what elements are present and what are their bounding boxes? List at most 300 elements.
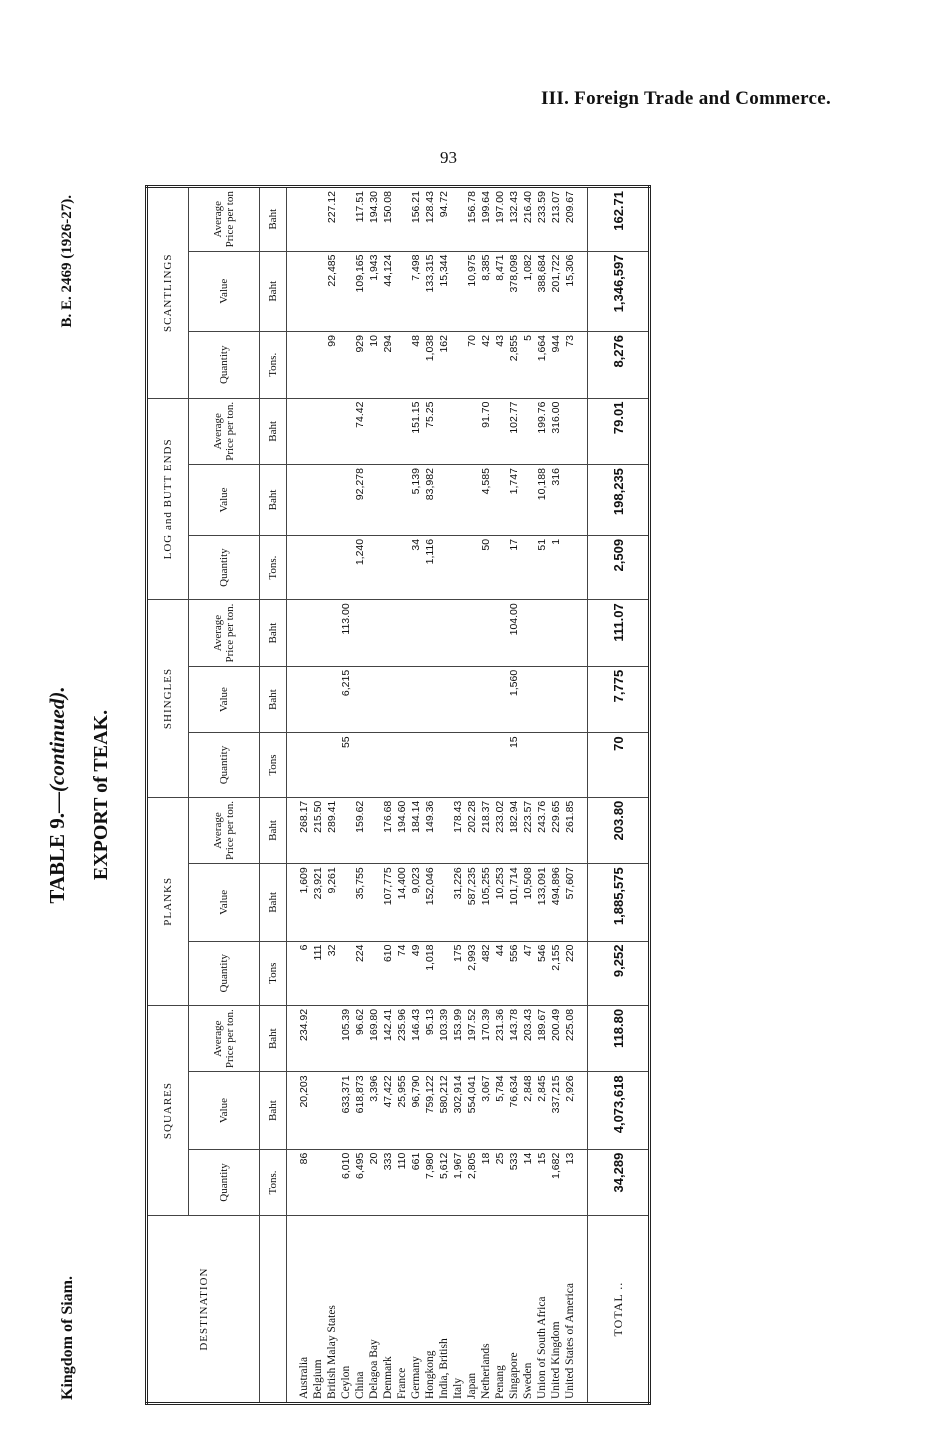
- value-cell: [479, 666, 493, 733]
- value-cell: [521, 535, 535, 599]
- value-cell: 109,165: [353, 251, 367, 331]
- destination-cell: Hongkong: [423, 1216, 437, 1404]
- value-cell: [311, 600, 325, 667]
- value-cell: 759,122: [423, 1072, 437, 1149]
- unit-header: Tons: [260, 733, 287, 797]
- value-cell: 1: [549, 535, 563, 599]
- value-cell: 929: [353, 332, 367, 399]
- value-cell: 302,914: [451, 1072, 465, 1149]
- value-cell: 99: [325, 332, 339, 399]
- value-cell: [325, 1149, 339, 1216]
- value-cell: [311, 1149, 325, 1216]
- destination-cell: Denmark: [381, 1216, 395, 1404]
- kingdom-label: Kingdom of Siam.: [59, 1275, 76, 1400]
- value-cell: [381, 733, 395, 797]
- total-cell: 2,509: [588, 535, 650, 599]
- total-cell: 70: [588, 733, 650, 797]
- value-cell: 15,344: [437, 251, 451, 331]
- value-cell: [451, 535, 465, 599]
- dest-header: DESTINATION: [147, 1216, 260, 1404]
- value-cell: 200.49: [549, 1005, 563, 1072]
- value-cell: [367, 864, 381, 941]
- value-cell: 261.85: [563, 797, 577, 864]
- column-header: Value: [189, 251, 260, 331]
- value-cell: 44,124: [381, 251, 395, 331]
- spacer-cell: [287, 332, 298, 399]
- be-year-label: B. E. 2469 (1926-27).: [59, 195, 75, 328]
- value-cell: 57,607: [563, 864, 577, 941]
- value-cell: [339, 251, 353, 331]
- value-cell: [395, 398, 409, 465]
- value-cell: 3,396: [367, 1072, 381, 1149]
- value-cell: 5,612: [437, 1149, 451, 1216]
- value-cell: 14,400: [395, 864, 409, 941]
- value-cell: [395, 600, 409, 667]
- value-cell: [423, 733, 437, 797]
- spacer-cell: [287, 797, 298, 864]
- destination-cell: Australia: [297, 1216, 311, 1404]
- unit-header: Baht: [260, 187, 287, 252]
- value-cell: [423, 666, 437, 733]
- value-cell: [367, 733, 381, 797]
- value-cell: 1,082: [521, 251, 535, 331]
- value-cell: 48: [409, 332, 423, 399]
- unit-header: Baht: [260, 1072, 287, 1149]
- total-cell: 203.80: [588, 797, 650, 864]
- spacer-cell: [287, 864, 298, 941]
- value-cell: 1,664: [535, 332, 549, 399]
- value-cell: 103.39: [437, 1005, 451, 1072]
- value-cell: 156.78: [465, 187, 479, 252]
- unit-header: Baht: [260, 398, 287, 465]
- column-header: Average Price per ton: [189, 187, 260, 252]
- value-cell: 1,038: [423, 332, 437, 399]
- value-cell: [381, 666, 395, 733]
- value-cell: [451, 666, 465, 733]
- value-cell: [437, 535, 451, 599]
- value-cell: [395, 465, 409, 536]
- spacer-cell: [577, 465, 588, 536]
- value-cell: 149.36: [423, 797, 437, 864]
- value-cell: [297, 666, 311, 733]
- spacer-cell: [287, 941, 298, 1005]
- destination-cell: China: [353, 1216, 367, 1404]
- total-cell: 162.71: [588, 187, 650, 252]
- table-row: [479, 187, 493, 1404]
- column-header: Quantity: [189, 1149, 260, 1216]
- column-header: Quantity: [189, 535, 260, 599]
- value-cell: 184.14: [409, 797, 423, 864]
- value-cell: [395, 251, 409, 331]
- value-cell: [451, 332, 465, 399]
- column-header: Value: [189, 864, 260, 941]
- value-cell: [451, 187, 465, 252]
- table-row: [381, 187, 395, 1404]
- value-cell: [367, 465, 381, 536]
- spacer-cell: [577, 535, 588, 599]
- value-cell: [297, 465, 311, 536]
- value-cell: 294: [381, 332, 395, 399]
- unit-header: Baht: [260, 465, 287, 536]
- destination-cell: Netherlands: [479, 1216, 493, 1404]
- spacer-cell: [577, 398, 588, 465]
- value-cell: [297, 398, 311, 465]
- value-cell: [325, 733, 339, 797]
- value-cell: [311, 187, 325, 252]
- value-cell: [437, 666, 451, 733]
- value-cell: [339, 332, 353, 399]
- value-cell: [563, 600, 577, 667]
- column-header: Average Price per ton.: [189, 398, 260, 465]
- column-header: Average Price per ton.: [189, 600, 260, 667]
- value-cell: [297, 187, 311, 252]
- value-cell: [451, 398, 465, 465]
- value-cell: [493, 666, 507, 733]
- value-cell: 337,215: [549, 1072, 563, 1149]
- value-cell: 587,235: [465, 864, 479, 941]
- unit-header: Baht: [260, 864, 287, 941]
- value-cell: [465, 666, 479, 733]
- value-cell: 2,926: [563, 1072, 577, 1149]
- value-cell: [479, 600, 493, 667]
- value-cell: [325, 535, 339, 599]
- table-row: [395, 187, 409, 1404]
- value-cell: [493, 535, 507, 599]
- value-cell: [437, 864, 451, 941]
- value-cell: 546: [535, 941, 549, 1005]
- unit-header: Tons.: [260, 332, 287, 399]
- value-cell: 18: [479, 1149, 493, 1216]
- spacer-cell: [287, 1149, 298, 1216]
- value-cell: [437, 797, 451, 864]
- total-cell: 8,276: [588, 332, 650, 399]
- value-cell: 224: [353, 941, 367, 1005]
- value-cell: [367, 941, 381, 1005]
- value-cell: [297, 332, 311, 399]
- destination-cell: British Malay States: [325, 1216, 339, 1404]
- spacer-row: [577, 187, 588, 1404]
- value-cell: 554,041: [465, 1072, 479, 1149]
- column-header: Value: [189, 1072, 260, 1149]
- value-cell: [465, 535, 479, 599]
- value-cell: [493, 398, 507, 465]
- value-cell: 170.39: [479, 1005, 493, 1072]
- value-cell: 25,955: [395, 1072, 409, 1149]
- value-cell: [367, 797, 381, 864]
- value-cell: 199.76: [535, 398, 549, 465]
- value-cell: [311, 666, 325, 733]
- value-cell: 8,385: [479, 251, 493, 331]
- value-cell: 203.43: [521, 1005, 535, 1072]
- value-cell: 10: [367, 332, 381, 399]
- value-cell: 47: [521, 941, 535, 1005]
- value-cell: 15: [535, 1149, 549, 1216]
- value-cell: 194.30: [367, 187, 381, 252]
- value-cell: 34: [409, 535, 423, 599]
- table-row: [535, 187, 549, 1404]
- column-header: Quantity: [189, 332, 260, 399]
- value-cell: 234.92: [297, 1005, 311, 1072]
- value-cell: 23,921: [311, 864, 325, 941]
- value-cell: 7,498: [409, 251, 423, 331]
- destination-cell: United Kingdom: [549, 1216, 563, 1404]
- value-cell: [367, 666, 381, 733]
- value-cell: 8,471: [493, 251, 507, 331]
- value-cell: [563, 666, 577, 733]
- unit-blank: [260, 1216, 287, 1404]
- value-cell: 333: [381, 1149, 395, 1216]
- value-cell: [451, 465, 465, 536]
- spacer-cell: [287, 733, 298, 797]
- value-cell: [563, 465, 577, 536]
- value-cell: [325, 1005, 339, 1072]
- value-cell: 1,967: [451, 1149, 465, 1216]
- total-cell: 118.80: [588, 1005, 650, 1072]
- table-row: [339, 187, 353, 1404]
- value-cell: 231.36: [493, 1005, 507, 1072]
- table-row: [409, 187, 423, 1404]
- value-cell: 94.72: [437, 187, 451, 252]
- total-cell: 7,775: [588, 666, 650, 733]
- value-cell: [437, 600, 451, 667]
- value-cell: [465, 398, 479, 465]
- total-cell: 1,346,597: [588, 251, 650, 331]
- value-cell: [311, 332, 325, 399]
- value-cell: [297, 535, 311, 599]
- spacer-cell: [577, 864, 588, 941]
- value-cell: [339, 864, 353, 941]
- value-cell: 482: [479, 941, 493, 1005]
- value-cell: 70: [465, 332, 479, 399]
- value-cell: 223.57: [521, 797, 535, 864]
- value-cell: 661: [409, 1149, 423, 1216]
- value-cell: [521, 600, 535, 667]
- value-cell: 25: [493, 1149, 507, 1216]
- value-cell: [563, 398, 577, 465]
- spacer-cell: [577, 733, 588, 797]
- value-cell: 17: [507, 535, 521, 599]
- value-cell: 10,975: [465, 251, 479, 331]
- value-cell: 47,422: [381, 1072, 395, 1149]
- value-cell: 143.78: [507, 1005, 521, 1072]
- value-cell: 73: [563, 332, 577, 399]
- table-title-prefix: TABLE 9.—: [45, 791, 69, 904]
- value-cell: [311, 251, 325, 331]
- value-cell: 216.40: [521, 187, 535, 252]
- value-cell: 378,098: [507, 251, 521, 331]
- value-cell: 197.52: [465, 1005, 479, 1072]
- value-cell: 105.39: [339, 1005, 353, 1072]
- value-cell: 20: [367, 1149, 381, 1216]
- value-cell: [395, 733, 409, 797]
- value-cell: [465, 465, 479, 536]
- destination-cell: Germany: [409, 1216, 423, 1404]
- group-header: SCANTLINGS: [147, 187, 189, 399]
- value-cell: [563, 733, 577, 797]
- unit-header: Baht: [260, 1005, 287, 1072]
- value-cell: [563, 535, 577, 599]
- column-header: Value: [189, 666, 260, 733]
- value-cell: 618,873: [353, 1072, 367, 1149]
- value-cell: [437, 733, 451, 797]
- spacer-cell: [577, 1149, 588, 1216]
- value-cell: [479, 733, 493, 797]
- group-header: PLANKS: [147, 797, 189, 1005]
- table-row: [451, 187, 465, 1404]
- value-cell: 50: [479, 535, 493, 599]
- value-cell: 2,993: [465, 941, 479, 1005]
- value-cell: 35,755: [353, 864, 367, 941]
- value-cell: 159.62: [353, 797, 367, 864]
- value-cell: 133,091: [535, 864, 549, 941]
- value-cell: 1,240: [353, 535, 367, 599]
- page-number: 93: [440, 148, 457, 167]
- value-cell: [395, 666, 409, 733]
- value-cell: 104.00: [507, 600, 521, 667]
- value-cell: [353, 600, 367, 667]
- value-cell: 1,747: [507, 465, 521, 536]
- value-cell: [339, 941, 353, 1005]
- value-cell: 7,980: [423, 1149, 437, 1216]
- spacer-cell: [577, 1005, 588, 1072]
- destination-cell: France: [395, 1216, 409, 1404]
- value-cell: 225.08: [563, 1005, 577, 1072]
- value-cell: 233.02: [493, 797, 507, 864]
- table-row: [311, 187, 325, 1404]
- value-cell: [311, 465, 325, 536]
- value-cell: [381, 535, 395, 599]
- value-cell: 86: [297, 1149, 311, 1216]
- value-cell: [535, 600, 549, 667]
- value-cell: 91.70: [479, 398, 493, 465]
- value-cell: 113.00: [339, 600, 353, 667]
- value-cell: 55: [339, 733, 353, 797]
- value-cell: 268.17: [297, 797, 311, 864]
- spacer-cell: [287, 465, 298, 536]
- value-cell: 289.41: [325, 797, 339, 864]
- value-cell: 43: [493, 332, 507, 399]
- value-cell: [395, 535, 409, 599]
- value-cell: [395, 332, 409, 399]
- value-cell: 1,682: [549, 1149, 563, 1216]
- value-cell: 102.77: [507, 398, 521, 465]
- value-cell: [521, 465, 535, 536]
- value-cell: 153.99: [451, 1005, 465, 1072]
- value-cell: [409, 600, 423, 667]
- value-cell: 6,215: [339, 666, 353, 733]
- value-cell: 20,203: [297, 1072, 311, 1149]
- value-cell: 218.37: [479, 797, 493, 864]
- value-cell: [339, 797, 353, 864]
- value-cell: [535, 666, 549, 733]
- value-cell: [493, 733, 507, 797]
- group-header: SHINGLES: [147, 600, 189, 797]
- value-cell: [521, 666, 535, 733]
- value-cell: 1,116: [423, 535, 437, 599]
- value-cell: [437, 398, 451, 465]
- table-row: [549, 187, 563, 1404]
- value-cell: 151.15: [409, 398, 423, 465]
- value-cell: [423, 600, 437, 667]
- value-cell: 1,018: [423, 941, 437, 1005]
- value-cell: 4,585: [479, 465, 493, 536]
- value-cell: 944: [549, 332, 563, 399]
- total-label: TOTAL ..: [588, 1216, 650, 1404]
- value-cell: 32: [325, 941, 339, 1005]
- value-cell: [311, 1005, 325, 1072]
- spacer-cell: [287, 666, 298, 733]
- column-header: Average Price per ton.: [189, 797, 260, 864]
- value-cell: 156.21: [409, 187, 423, 252]
- unit-header: Baht: [260, 797, 287, 864]
- value-cell: 233.59: [535, 187, 549, 252]
- table-row: [507, 187, 521, 1404]
- value-cell: [493, 465, 507, 536]
- unit-header: Baht: [260, 251, 287, 331]
- destination-cell: United States of America: [563, 1216, 577, 1404]
- value-cell: 96.62: [353, 1005, 367, 1072]
- table-title: [45, 185, 70, 1405]
- destination-cell: Penang: [493, 1216, 507, 1404]
- spacer-cell: [577, 187, 588, 252]
- table-subtitle: EXPORT of TEAK.: [90, 709, 112, 881]
- total-cell: 34,289: [588, 1149, 650, 1216]
- value-cell: 96,790: [409, 1072, 423, 1149]
- value-cell: [297, 600, 311, 667]
- destination-cell: Japan: [465, 1216, 479, 1404]
- value-cell: [297, 733, 311, 797]
- value-cell: 1,560: [507, 666, 521, 733]
- value-cell: [311, 1072, 325, 1149]
- table-row: [521, 187, 535, 1404]
- value-cell: [451, 600, 465, 667]
- value-cell: 182.94: [507, 797, 521, 864]
- value-cell: [339, 398, 353, 465]
- value-cell: 128.43: [423, 187, 437, 252]
- value-cell: 5,139: [409, 465, 423, 536]
- value-cell: 2,845: [535, 1072, 549, 1149]
- destination-cell: Ceylon: [339, 1216, 353, 1404]
- value-cell: 633,371: [339, 1072, 353, 1149]
- value-cell: 111: [311, 941, 325, 1005]
- value-cell: 110: [395, 1149, 409, 1216]
- value-cell: 49: [409, 941, 423, 1005]
- value-cell: [451, 251, 465, 331]
- total-cell: 79.01: [588, 398, 650, 465]
- value-cell: 2,805: [465, 1149, 479, 1216]
- value-cell: 42: [479, 332, 493, 399]
- value-cell: 1,609: [297, 864, 311, 941]
- rotated-table-frame: [45, 185, 875, 1405]
- table-row: [325, 187, 339, 1404]
- destination-cell: Union of South Africa: [535, 1216, 549, 1404]
- value-cell: 229.65: [549, 797, 563, 864]
- table-row: [367, 187, 381, 1404]
- destination-cell: Sweden: [521, 1216, 535, 1404]
- spacer-cell: [287, 600, 298, 667]
- value-cell: 189.67: [535, 1005, 549, 1072]
- spacer-row: [287, 187, 298, 1404]
- value-cell: 1,943: [367, 251, 381, 331]
- table-row: [353, 187, 367, 1404]
- value-cell: [325, 398, 339, 465]
- value-cell: 92,278: [353, 465, 367, 536]
- value-cell: [437, 941, 451, 1005]
- value-cell: [549, 733, 563, 797]
- unit-header: Tons: [260, 941, 287, 1005]
- value-cell: 175: [451, 941, 465, 1005]
- value-cell: 5: [521, 332, 535, 399]
